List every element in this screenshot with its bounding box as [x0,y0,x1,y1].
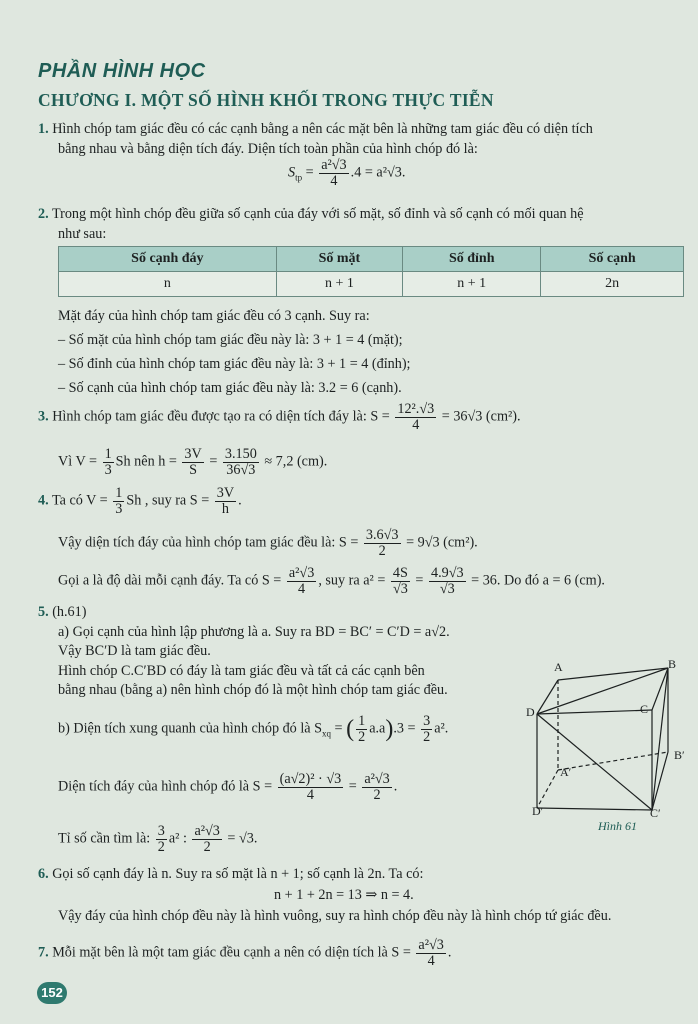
text: a² : [168,830,187,847]
chapter-title: CHƯƠNG I. MỘT SỐ HÌNH KHỐI TRONG THỰC TIỄN [38,90,494,110]
problem-1-line-1 [38,121,593,138]
fraction: $\frac{4S}{√3}$ [392,565,408,597]
fraction: $\frac{\text{a²√3}}{2}$ [364,771,390,803]
text: = [348,778,357,795]
problem-4-line-1 [38,486,242,517]
problem-2-line-2: như sau: [58,226,107,242]
fraction: $\frac{\text{(a√2)² · √3}}{4}$ [279,771,342,803]
vertex-label-a1: A′ [560,765,572,779]
text: ≈ 7,2 (cm). [264,453,328,470]
problem-5-d [58,772,397,803]
problem-text: Hình chóp tam giác đều có các cạnh bằng a nên các mặt bên là những tam giác đều có diện tích [52,121,593,137]
formula-rest: .4 = a²√3. [350,164,406,181]
fraction: $\frac{3.150}{36√3}$ [224,446,257,478]
table-header-cell: Số cạnh đáy [59,247,277,272]
problem-4-line-2 [58,528,478,559]
problem-5-a3: Hình chóp C.C′BD có đáy là tam giác đều và tất cả các cạnh bên [58,663,425,679]
problem-3-line-1 [38,402,521,433]
problem-2-after-2: – Số mặt của hình chóp tam giác đều này là: 3 + 1 = 4 (mặt); [58,332,403,348]
text: Diện tích đáy của hình chóp đó là S = [58,778,273,795]
text: a.a [369,720,386,737]
table-header-cell: Số mặt [276,247,402,272]
fraction: $\frac{\text{12².√3}}{4}$ [397,401,435,433]
table-header-row [59,247,684,272]
text: . [447,944,452,961]
problem-2-after-1: Mặt đáy của hình chóp tam giác đều có 3 cạnh. Suy ra: [58,308,370,324]
problem-number: 5. [38,604,49,620]
problem-number: 2. [38,206,49,222]
fraction: $\frac{3V}{S}$ [184,446,202,478]
problem-1-line-2: bằng nhau và bằng diện tích đáy. Diện tích toàn phần của hình chóp đó là: [58,141,478,157]
text: = [415,572,424,589]
table-cell: n + 1 [276,272,402,297]
vertex-label-c1: C′ [650,806,661,820]
text: Gọi a là độ dài mỗi cạnh đáy. Ta có S = [58,572,282,589]
vertex-label-b: B [668,657,677,671]
vertex-label-b1: B′ [674,748,685,762]
fraction: $\frac{\text{a²√3}}{4}$ [288,565,315,597]
fraction: $\frac{1}{3}$ [115,485,123,517]
fraction: $\frac{3V}{h}$ [216,485,235,517]
formula-lhs: S [288,164,296,181]
text: Ta có V = [51,492,108,509]
text: Vì V = [58,453,98,470]
section-title: PHẦN HÌNH HỌC [38,60,206,82]
text: . [238,492,242,509]
fraction: $\frac{3}{2}$ [157,823,165,855]
text: , suy ra a² = [318,572,386,589]
problem-2-after-3: – Số đỉnh của hình chóp tam giác đều này là: 3 + 1 = 4 (đỉnh); [58,356,411,372]
problem-5-b [58,714,448,745]
problem-7 [38,938,451,969]
formula-sub: tp [295,172,303,183]
text: S = [338,534,359,551]
text: Tỉ số cần tìm là: [58,830,151,847]
problem-text: Hình chóp tam giác đều được tạo ra có diện tích đáy là: [52,408,367,425]
problem-number: 7. [38,944,49,961]
text: Gọi số cạnh đáy là n. Suy ra số mặt là n + 1; số cạnh là 2n. Ta có: [52,866,424,882]
problem-6-line-1 [38,866,423,883]
problem-1-formula: $S_{tp}$ = $\frac{\text{a²√3}}{4}$ .4 = a²√3. [288,157,406,189]
problem-number: 3. [38,408,49,425]
fraction: $\frac{3}{2}$ [423,713,431,745]
text: = [334,720,343,737]
fraction: $\frac{3.6√3}{2}$ [365,527,399,559]
problem-3-line-2 [58,447,327,478]
paren: ( [346,715,355,742]
cube-figure [520,652,692,822]
fraction: $\frac{\text{a²√3}}{4}$ [321,157,347,189]
text: Vậy diện tích đáy của hình chóp tam giác đều là: [58,534,336,551]
text: Sh nên h = [115,453,177,470]
table-header-cell: Số đỉnh [403,247,541,272]
problem-number: 1. [38,121,49,137]
fraction: $\frac{1}{3}$ [104,446,112,478]
text: = 36. Do đó a = 6 (cm). [471,572,605,589]
text: a². [434,720,449,737]
table-header-cell: Số cạnh [541,247,684,272]
table-cell: n + 1 [403,272,541,297]
text: = [209,453,218,470]
problem-4-line-3 [58,566,605,597]
page-number-badge: 152 [37,982,67,1004]
problem-5-a1: a) Gọi cạnh của hình lập phương là a. Suy ra BD = BC′ = C′D = a√2. [58,624,450,640]
problem-5-ref [38,604,86,621]
problem-5-ratio [58,824,257,855]
paren: ) [385,715,394,742]
problem-6-line-2: n + 1 + 2n = 13 ⇒ n = 4. [274,887,414,903]
text: Sh , suy ra S = [126,492,210,509]
problem-number: 4. [38,492,49,509]
formula-rest: = 36√3 (cm²). [441,408,521,425]
text: = 9√3 (cm²). [406,534,478,551]
text: b) Diện tích xung quanh của hình chóp đó là S [58,720,322,737]
problem-2-after-4: – Số cạnh của hình chóp tam giác đều này là: 3.2 = 6 (cạnh). [58,380,402,396]
problem-text: Trong một hình chóp đều giữa số cạnh của đáy với số mặt, số đỉnh và số cạnh có mối quan hệ [51,206,584,222]
vertex-label-a: A [554,660,563,674]
fraction: $\frac{1}{2}$ [358,713,366,745]
vertex-label-d: D [526,705,535,719]
text: (h.61) [52,604,87,620]
problem-5-a2: Vậy BC′D là tam giác đều. [58,643,211,659]
vertex-label-c: C [640,702,649,716]
fraction: $\frac{4.9√3}{√3}$ [430,565,464,597]
fraction: $\frac{\text{a²√3}}{2}$ [194,823,220,855]
table-row [59,272,684,297]
text: .3 = [393,720,416,737]
problem-number: 6. [38,866,49,882]
problem-6-line-3: Vậy đáy của hình chóp đều này là hình vuông, suy ra hình chóp đều này là hình chóp tứ giác đều. [58,908,612,924]
subscript: xq [322,728,331,739]
text: . [393,778,398,795]
problem-2-line-1 [38,206,584,223]
vertex-label-d1: D′ [532,804,544,818]
text: Mỗi mặt bên là một tam giác đều cạnh a nên có diện tích là S = [52,944,411,961]
table-cell: n [59,272,277,297]
problem-5-a4: bằng nhau (bằng a) nên hình chóp đó là một hình chóp tam giác đều. [58,682,448,698]
formula-lhs: S = [370,408,390,425]
relation-table [58,246,684,297]
text: = √3. [227,830,258,847]
fraction: $\frac{\text{a²√3}}{4}$ [418,937,444,969]
figure-caption: Hình 61 [598,819,637,833]
table-cell: 2n [541,272,684,297]
